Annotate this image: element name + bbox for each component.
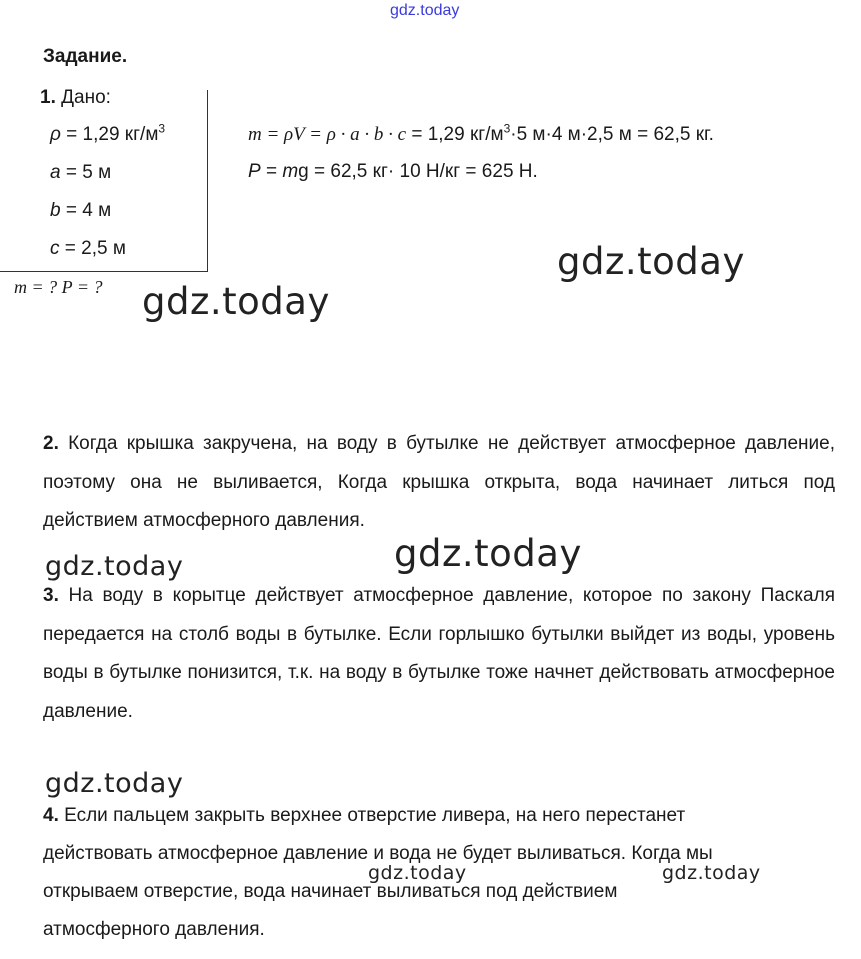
watermark: gdz.today xyxy=(45,551,184,582)
given-header xyxy=(40,87,111,109)
given-var: b xyxy=(50,200,61,221)
formula-weight-eq: = xyxy=(260,161,283,182)
formula-weight xyxy=(248,161,538,183)
watermark: gdz.today xyxy=(368,862,467,884)
given-c xyxy=(50,238,126,260)
task1-number: 1. xyxy=(40,87,56,108)
task3-text: На воду в корытце действует атмосферное давление, которое по закону Паскаля передается на столб воды в бутылке. Если горлышко бутылки выйдет из воды, уровень воды в бутылке понизится, т.к. на воду в бутылке тоже начнет действовать атмосферное давление. xyxy=(43,585,835,722)
task4-line4: атмосферного давления. xyxy=(43,919,265,940)
given-rho xyxy=(50,121,166,146)
watermark: gdz.today xyxy=(662,862,761,884)
task4-line1-text: Если пальцем закрыть верхнее отверстие ливера, на него перестанет xyxy=(58,805,686,826)
watermark: gdz.today xyxy=(45,768,184,799)
watermark: gdz.today xyxy=(394,532,582,575)
formula-weight-m: m xyxy=(282,161,299,182)
watermark-top: gdz.today xyxy=(390,2,460,19)
given-value: = 5 м xyxy=(60,162,112,183)
watermark: gdz.today xyxy=(142,280,330,323)
formula-mass-symbolic: m = ρV = ρ · a · b · c xyxy=(248,124,407,145)
task4-line3: открываем отверстие, вода начинает выливаться под действием xyxy=(43,881,618,902)
task2-number: 2. xyxy=(43,433,59,454)
given-value: = 1,29 кг/м xyxy=(60,124,159,145)
given-value: = 4 м xyxy=(60,200,112,221)
given-var: c xyxy=(50,238,60,259)
formula-mass xyxy=(248,121,714,146)
task4-number: 4. xyxy=(43,805,59,826)
find-line: m = ? P = ? xyxy=(14,277,103,297)
given-sup: 3 xyxy=(158,121,166,136)
given-value: = 2,5 м xyxy=(59,238,126,259)
task2-text: Когда крышка закручена, на воду в бутылке не действует атмосферное давление, поэтому она не выливается, Когда крышка открыта, вода начинает литься под действием атмосферного давления. xyxy=(43,433,835,531)
task4-line2: действовать атмосферное давление и вода не будет выливаться. Когда мы xyxy=(43,843,713,864)
formula-mass-sup: 3 xyxy=(503,121,511,136)
formula-weight-result: g = 62,5 кг· 10 Н/кг = 625 Н. xyxy=(298,161,538,182)
formula-weight-p: P xyxy=(248,161,261,182)
given-var: a xyxy=(50,162,61,183)
task2-paragraph xyxy=(43,425,835,541)
formula-mass-result: ·5 м·4 м·2,5 м = 62,5 кг. xyxy=(510,124,714,145)
given-a xyxy=(50,162,111,184)
formula-mass-value: = 1,29 кг/м xyxy=(406,124,504,145)
page-title: Задание. xyxy=(43,46,128,67)
given-b xyxy=(50,200,111,222)
task4-line1 xyxy=(43,805,685,827)
watermark: gdz.today xyxy=(557,240,745,283)
task3-paragraph xyxy=(43,577,835,731)
given-label: Дано: xyxy=(61,87,111,108)
task3-number: 3. xyxy=(43,585,59,606)
given-var: ρ xyxy=(50,124,61,145)
